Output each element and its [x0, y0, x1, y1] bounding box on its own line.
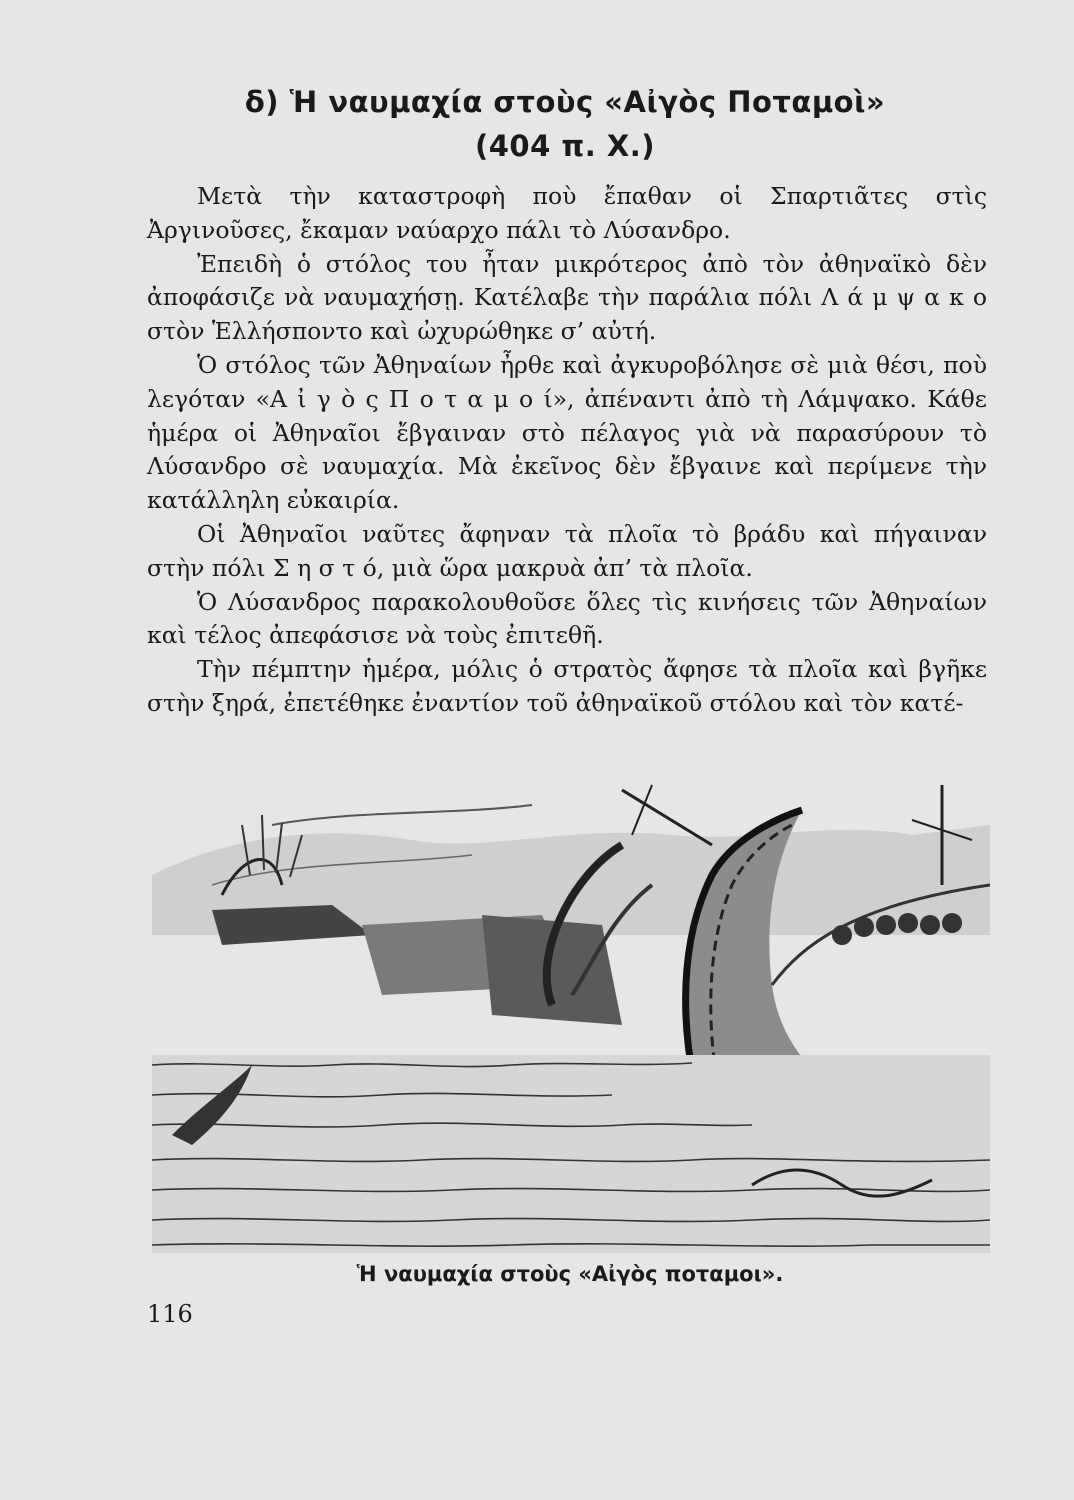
- paragraph: Τὴν πέμπτην ἡμέρα, μόλις ὁ στρατὸς ἄφησε τὰ πλοῖα καὶ βγῆκε στὴν ξηρά, ἐπετέθηκε ἐναντίον τοῦ ἀθηναϊκοῦ στόλου καὶ τὸν κατέ-: [147, 655, 987, 717]
- paragraph: Ὁ Λύσανδρος παρακολουθοῦσε ὅλες τὶς κινήσεις τῶν Ἀθηναίων καὶ τέλος ἀπεφάσισε νὰ τοὺς ἐπιτεθῆ.: [147, 587, 987, 650]
- paragraph: Οἱ Ἀθηναῖοι ναῦτες ἄφηναν τὰ πλοῖα τὸ βράδυ καὶ πήγαιναν στὴν πόλι Σ η σ τ ό, μιὰ ὥρα μακρυὰ ἀπ’ τὰ πλοῖα.: [147, 519, 987, 582]
- section-date: (404 π. Χ.): [474, 129, 656, 163]
- figure-caption: Ἡ ναυμαχία στοὺς «Αἰγὸς ποταμοι».: [356, 1262, 784, 1286]
- page-number: 116: [147, 1300, 193, 1328]
- paragraph: Μετὰ τὴν καταστροφὴ ποὺ ἔπαθαν οἱ Σπαρτιᾶτες στὶς Ἀργινοῦσες, ἔκαμαν ναύαρχο πάλι τὸ Λύσανδρο.: [147, 182, 987, 244]
- section-title: δ) Ἡ ναυμαχία στοὺς «Αἰγὸς Ποταμοὶ»: [244, 85, 886, 119]
- paragraph: Ὁ στόλος τῶν Ἀθηναίων ἦρθε καὶ ἀγκυροβόλησε σὲ μιὰ θέσι, ποὺ λεγόταν «Α ἰ γ ὸ ς Π ο τ α μ ο ί», ἀπέναντι ἀπὸ τὴ Λάμψακο. Κάθε ἡμέρα οἱ Ἀθηναῖοι ἔβγαιναν στὸ πέλαγος γιὰ νὰ παρασύρουν τὸ Λύσανδρο σὲ ναυμαχία. Μὰ ἐκεῖνος δὲν ἔβγαινε καὶ περίμενε τὴν κατάλληλη εὐκαιρία.: [147, 350, 987, 515]
- naval-battle-illustration: [152, 765, 990, 1253]
- body-text: [147, 180, 987, 721]
- paragraph: Ἐπειδὴ ὁ στόλος του ἦταν μικρότερος ἀπὸ τὸν ἀθηναϊκὸ δὲν ἀποφάσιζε νὰ ναυμαχήσῃ. Κατέλαβε τὴν παράλια πόλι Λ ά μ ψ α κ ο στὸν Ἑλλήσποντο καὶ ὠχυρώθηκε σ’ αὐτή.: [147, 249, 987, 346]
